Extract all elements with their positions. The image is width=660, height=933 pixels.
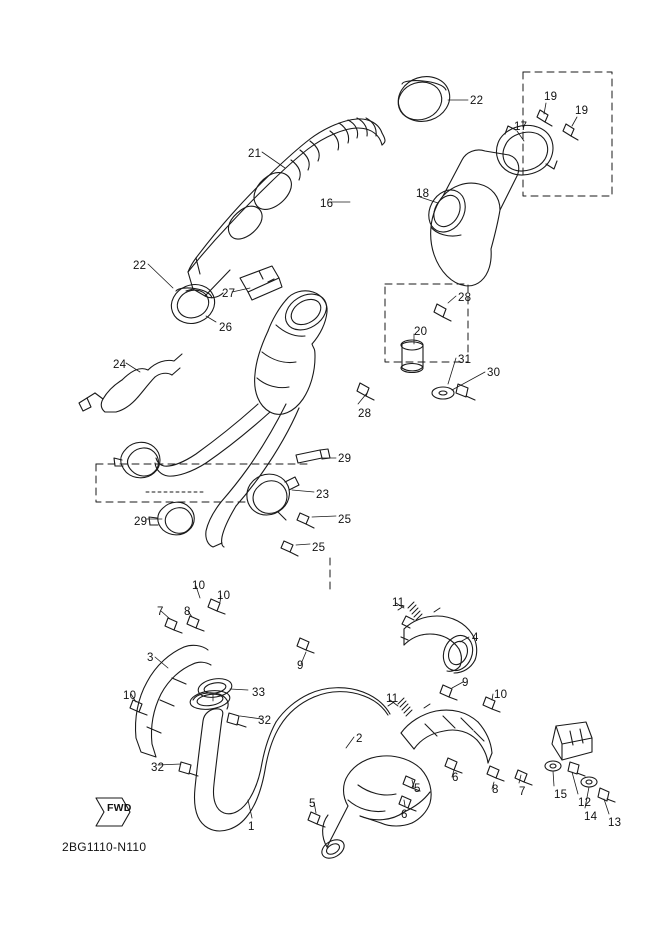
- callout-number: 23: [316, 489, 330, 501]
- callout-number: 30: [487, 367, 501, 379]
- callout-number: 17: [514, 121, 528, 133]
- callout-number: 28: [358, 408, 372, 420]
- callout-number: 12: [578, 797, 592, 809]
- callout-number: 18: [416, 188, 430, 200]
- callout-number: 32: [151, 762, 165, 774]
- callout-number: 7: [157, 606, 164, 618]
- part-number-label: 2BG1110-N110: [62, 840, 147, 854]
- callout-number: 3: [147, 652, 154, 664]
- callout-number: 14: [584, 811, 598, 823]
- callout-number: 13: [608, 817, 622, 829]
- callout-number: 22: [133, 260, 147, 272]
- callout-number: 9: [462, 677, 469, 689]
- callout-number: 10: [123, 690, 137, 702]
- callout-number: 32: [258, 715, 272, 727]
- callout-number: 24: [113, 359, 127, 371]
- callout-number: 5: [414, 783, 421, 795]
- callout-number: 19: [544, 91, 558, 103]
- callout-number: 10: [192, 580, 206, 592]
- callout-number: 4: [472, 632, 479, 644]
- callout-number: 25: [338, 514, 352, 526]
- callout-number: 10: [494, 689, 508, 701]
- callout-number: 29: [134, 516, 148, 528]
- callout-number: 25: [312, 542, 326, 554]
- callout-number: 27: [222, 288, 236, 300]
- callout-number: 15: [554, 789, 568, 801]
- callout-number: 5: [309, 798, 316, 810]
- callout-number: 10: [217, 590, 231, 602]
- callout-number: 33: [252, 687, 266, 699]
- callout-number: 11: [386, 693, 399, 705]
- callout-number: 29: [338, 453, 352, 465]
- callout-number: 28: [458, 292, 472, 304]
- callout-number: 21: [248, 148, 262, 160]
- callout-number: 31: [458, 354, 472, 366]
- callout-number: 20: [414, 326, 428, 338]
- callout-number: 19: [575, 105, 589, 117]
- callout-number: 1: [248, 821, 255, 833]
- callout-number: 8: [492, 784, 499, 796]
- callout-number: 6: [452, 772, 459, 784]
- callout-number: 7: [519, 786, 526, 798]
- callout-number: 8: [184, 606, 191, 618]
- callout-number: 16: [320, 198, 334, 210]
- callout-number: 11: [392, 597, 405, 609]
- callout-number: 9: [297, 660, 304, 672]
- callout-number: 6: [401, 809, 408, 821]
- callout-number: 22: [470, 95, 484, 107]
- fwd-direction-label: FWD: [107, 802, 132, 814]
- callout-number: 2: [356, 733, 363, 745]
- callout-number: 26: [219, 322, 233, 334]
